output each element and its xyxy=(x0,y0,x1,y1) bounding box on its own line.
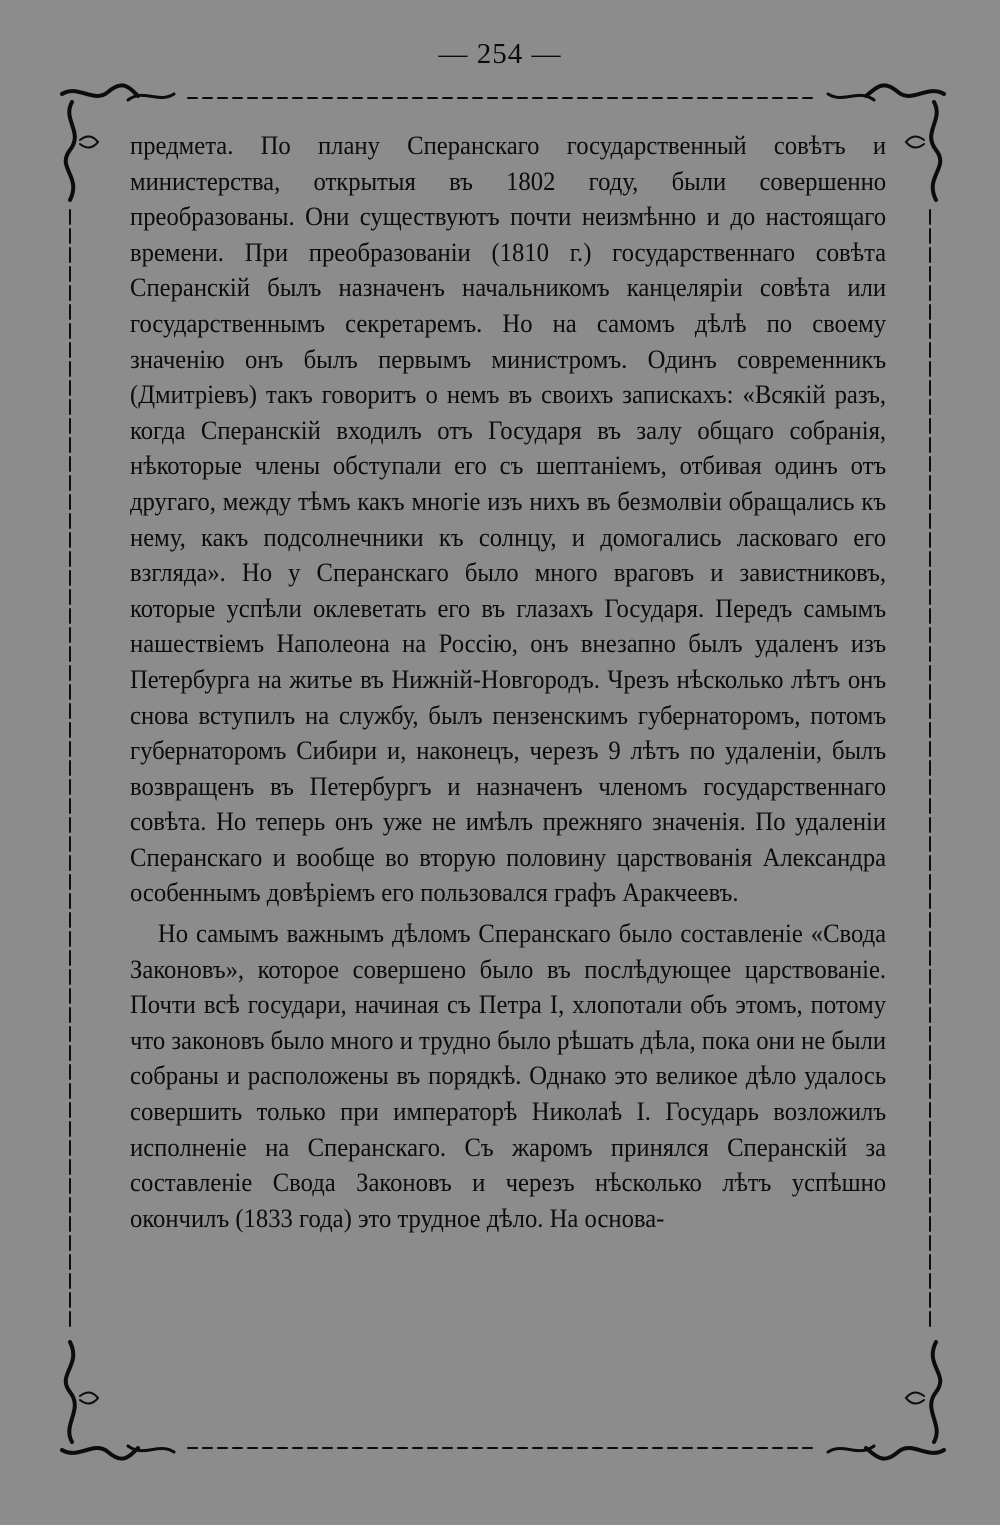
paragraph-2: Но самымъ важнымъ дѣломъ Сперанскаго было составленіе «Свода Законовъ», которое совершено было въ послѣдующее царствованіе. Почти всѣ государи, начиная съ Петра I, хлопотали объ этомъ, потому что законовъ было много и трудно было рѣшать дѣла, пока они не были собраны и расположены въ порядкѣ. Однако это великое дѣло удалось совершить только при императорѣ Николаѣ I. Государь возложилъ исполненіе на Сперанскаго. Съ жаромъ принялся Сперанскій за составленіе Свода Законовъ и черезъ нѣсколько лѣтъ успѣшно окончилъ (1833 года) это трудное дѣло. На основа- xyxy=(130,918,887,1233)
page-number: — 254 — xyxy=(438,38,562,70)
body-text xyxy=(130,128,887,1236)
paragraph-1: предмета. По плану Сперанскаго государственный совѣтъ и министерства, открытыя въ 1802 году, были совершенно преобразованы. Они существуютъ почти неизмѣнно и до настоящаго времени. При преобразованіи (1810 г.) государственнаго совѣта Сперанскій былъ назначенъ начальникомъ канцеляріи совѣта или государственнымъ секретаремъ. Но на самомъ дѣлѣ по своему значенію онъ былъ первымъ министромъ. Одинъ современникъ (Дмитріевъ) такъ говоритъ о немъ въ своихъ запискахъ: «Всякій разъ, когда Сперанскій входилъ отъ Государя въ залу общаго собранія, нѣкоторые члены обступали его съ шептаніемъ, отбивая одинъ отъ другаго, между тѣмъ какъ многіе изъ нихъ въ безмолвіи обращались къ нему, какъ подсолнечники къ солнцу, и домогались ласковаго его взгляда». Но у Сперанскаго было много враговъ и завистниковъ, которые успѣли оклеветать его въ глазахъ Государя. Передъ самымъ нашествіемъ Наполеона на Россію, онъ внезапно былъ удаленъ изъ Петербурга на житье въ Нижній-Новгородъ. Чрезъ нѣсколько лѣтъ онъ снова вступилъ на службу, былъ пензенскимъ губернаторомъ, потомъ губернаторомъ Сибири и, наконецъ, черезъ 9 лѣтъ по удаленіи, былъ возвращенъ въ Петербургъ и назначенъ членомъ государственнаго совѣта. Но теперь онъ уже не имѣлъ прежняго значенія. По удаленіи Сперанскаго и вообще во вторую половину царствованія Александра особеннымъ довѣріемъ его пользовался графъ Аракчеевъ. xyxy=(130,130,887,908)
